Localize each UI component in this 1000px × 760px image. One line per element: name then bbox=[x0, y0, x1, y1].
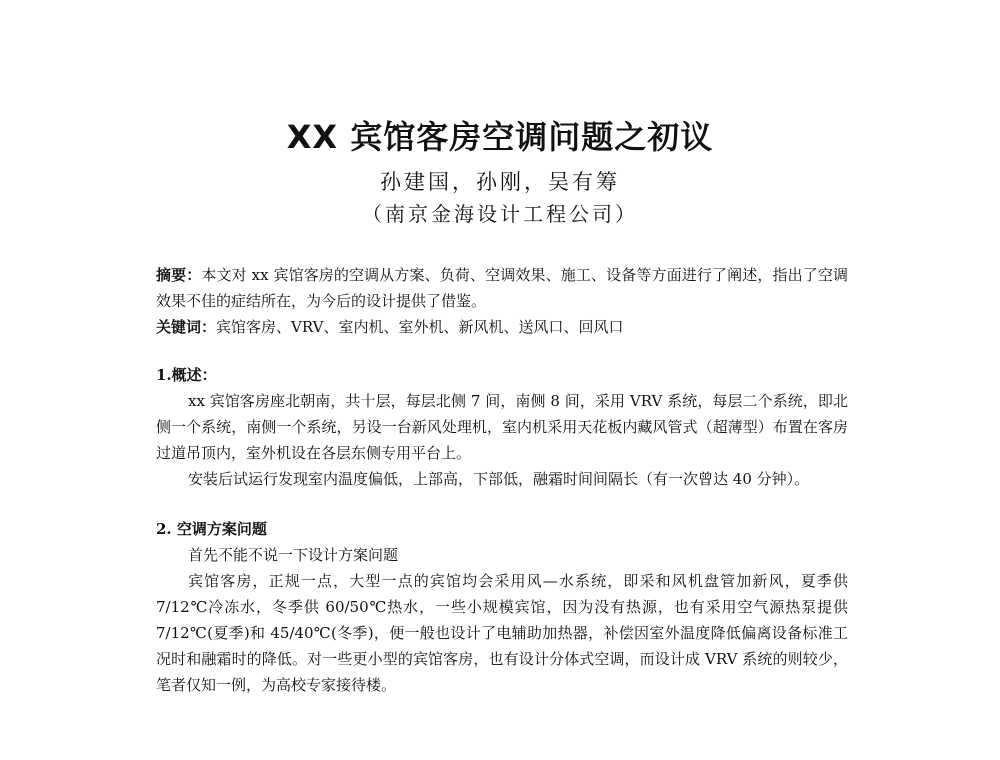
section-1-paragraph-2: 安装后试运行发现室内温度偏低，上部高，下部低，融霜时间间隔长（有一次曾达 40 分钟）。 bbox=[188, 470, 810, 488]
abstract-text: 本文对 xx 宾馆客房的空调从方案、负荷、空调效果、施工、设备等方面进行了阐述，指出了空调效果不佳的症结所在，为今后的设计提供了借鉴。 bbox=[156, 266, 848, 310]
spacer bbox=[156, 492, 848, 516]
abstract-paragraph bbox=[156, 262, 848, 314]
section-2-paragraph-1: 首先不能不说一下设计方案问题 bbox=[188, 546, 399, 564]
keywords-paragraph bbox=[156, 314, 848, 340]
keywords-label: 关键词： bbox=[156, 318, 217, 336]
keywords-text: 宾馆客房、VRV、室内机、室外机、新风机、送风口、回风口 bbox=[216, 318, 624, 336]
spacer bbox=[156, 340, 848, 362]
paper-title: XX 宾馆客房空调问题之初议 bbox=[286, 118, 714, 156]
paper-affiliation: （南京金海设计工程公司） bbox=[362, 202, 638, 226]
section-2-paragraph-2: 宾馆客房，正规一点，大型一点的宾馆均会采用风—水系统，即采和风机盘管加新风，夏季供 7/12℃冷冻水，冬季供 60/50℃热水，一些小规模宾馆，因为没有热源，也有采用空气源热泵提供 7/12℃(夏季)和 45/40℃(冬季)，便一般也设计了电辅助加热器，补偿因室外温度降低偏离设备标准工况时和融霜时的降低。对一些更小型的宾馆客房，也有设计分体式空调，而设计成 VRV 系统的则较少，笔者仅知一例，为高校专家接待楼。 bbox=[156, 572, 848, 694]
paper-body bbox=[156, 262, 848, 698]
section-1-heading: 1.概述： bbox=[156, 366, 217, 384]
abstract-label: 摘要： bbox=[156, 266, 202, 284]
paper-authors: 孙建国，孙刚，吴有筹 bbox=[380, 170, 620, 194]
section-1-paragraph-1: xx 宾馆客房座北朝南，共十层，每层北侧 7 间，南侧 8 间，采用 VRV 系统，每层二个系统，即北侧一个系统，南侧一个系统，另设一台新风处理机，室内机采用天花板内藏风管式（超薄型）布置在客房过道吊顶内，室外机设在各层东侧专用平台上。 bbox=[156, 392, 848, 462]
section-2-heading: 2. 空调方案问题 bbox=[156, 520, 267, 538]
